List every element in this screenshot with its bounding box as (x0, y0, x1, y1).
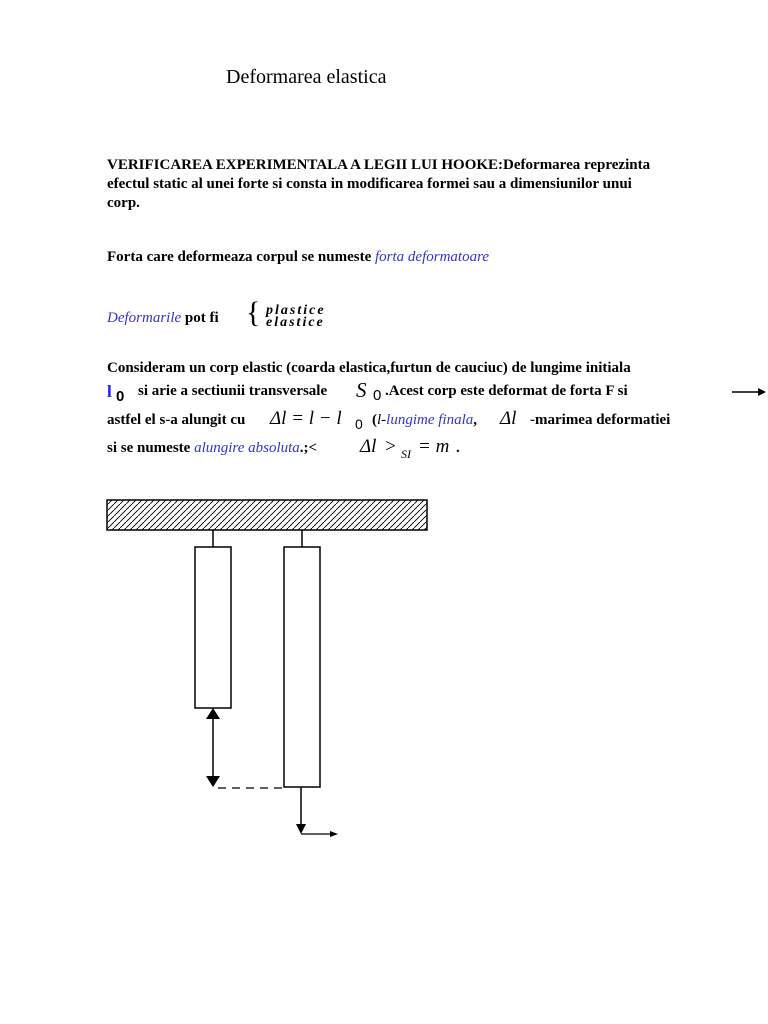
page-title: Deformarea elastica (226, 66, 387, 88)
force-term: forta deformatoare (374, 249, 490, 265)
unit-sub: SI (401, 447, 411, 461)
line4-text-a: si se numeste (107, 440, 195, 456)
l0-subscript: 0 (116, 388, 125, 405)
initial-rod (195, 547, 231, 708)
brace-symbol: { (246, 296, 261, 329)
formula: Δl = l − l (270, 408, 342, 429)
line4-text-c: . (456, 440, 460, 456)
stretched-rod (284, 547, 320, 787)
comma: , (473, 412, 477, 428)
force-arrow-icon (296, 787, 338, 837)
line3-text-c: -marimea deformatiei (530, 412, 671, 428)
line3-text-a: astfel el s-a alungit cu (107, 412, 246, 428)
delta-l: Δl (500, 408, 517, 429)
force-line-text: Forta care deformeaza corpul se numeste (107, 249, 375, 265)
line2-text-b: .Acest corp este deformat de forta F si (385, 383, 628, 399)
unit-eq: = m (418, 436, 450, 457)
s0-symbol: S (356, 378, 367, 402)
l-term: l- (377, 412, 387, 428)
l-term-blue: lungime finala (386, 412, 474, 428)
l0-symbol: l (107, 382, 112, 401)
unit-gt: > (384, 436, 397, 457)
line2-text-a: si arie a sectiunii transversale (138, 383, 328, 399)
unit-delta-l: Δl (360, 436, 377, 457)
line4-text-b: .;< (299, 440, 318, 456)
option-plastice: plastice (266, 303, 326, 318)
alungire-term: alungire absoluta (194, 440, 300, 456)
types-text: pot fi (181, 310, 219, 326)
types-term: Deformarile (107, 310, 182, 326)
formula-subscript: 0 (355, 416, 363, 432)
intro-text: Deformarea reprezinta efectul static al unei forte si consta in modificarea formei sau a dimensiunilor unui corp. (107, 157, 651, 211)
consider-line-1: Consideram un corp elastic (coarda elastica,furtun de cauciuc) de lungime initiala (107, 360, 631, 376)
option-elastice: elastice (266, 315, 325, 330)
margin-arrow-icon (732, 388, 766, 396)
s0-subscript: 0 (373, 387, 382, 404)
support-beam (107, 500, 427, 530)
intro-heading: VERIFICAREA EXPERIMENTALA A LEGII LUI HOOKE: (107, 157, 504, 173)
elongation-arrow-icon (206, 708, 220, 787)
open-paren: ( (372, 412, 377, 428)
